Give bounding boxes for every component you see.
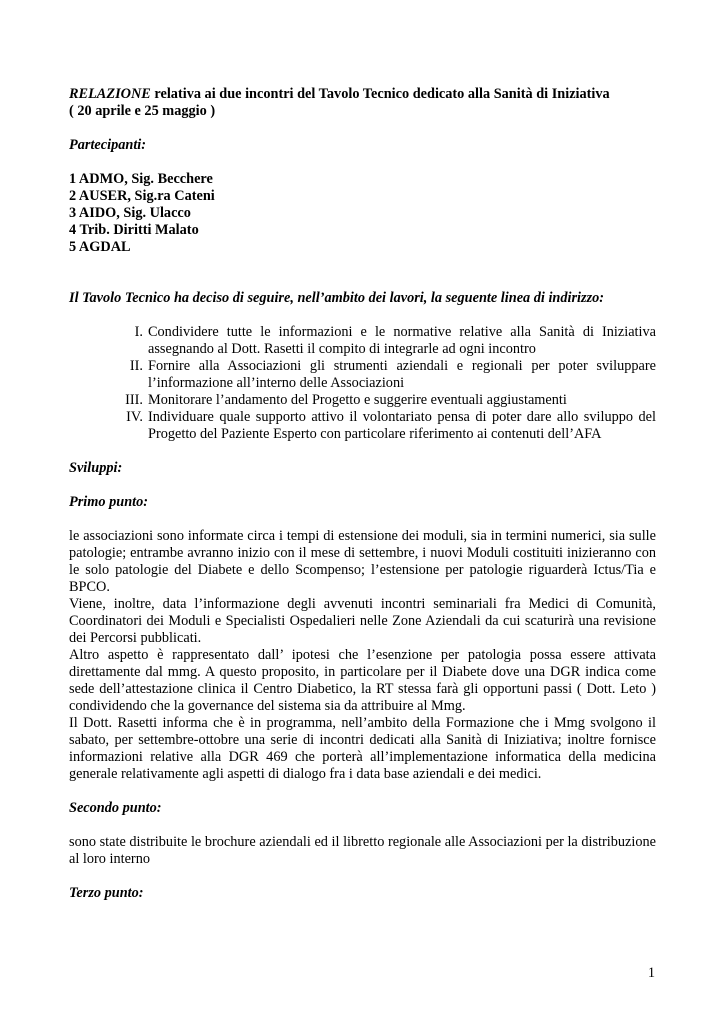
first-point-paragraph: Altro aspetto è rappresentato dall’ ipotesi che l’esenzione per patologia possa essere attivata direttamente dal mmg. A questo proposito, in particolare per il Diabete dove una DGR indica come sede dell’attestazione clinica il Centro Diabetico, la RT stessa farà gli opportuni passi ( Dott. Leto ) condividendo che la governance del sistema sia da attribuire al Mmg. xyxy=(69,647,656,714)
first-point-paragraph: Viene, inoltre, data l’informazione degli avvenuti incontri seminariali fra Medici di Comunità, Coordinatori dei Moduli e Specialisti Ospedalieri nelle Zone Aziendali da cui scaturirà una revisione dei Percorsi pubblicati. xyxy=(69,596,656,646)
first-point-paragraph: le associazioni sono informate circa i tempi di estensione dei moduli, sia in termini numerici, sia sulle patologie; entrambe avranno inizio con il mese di settembre, i nuovi Moduli costituiti inizieranno con le solo patologie del Diabete e dello Scompenso; l’estensione per patologie riguarderà Ictus/Tia e BPCO. xyxy=(69,528,656,595)
participant-item: 5 AGDAL xyxy=(69,239,131,255)
first-point-paragraph: Il Dott. Rasetti informa che è in programma, nell’ambito della Formazione che i Mmg svolgono il sabato, per settembre-ottobre una serie di incontri dedicati alla Sanità di Iniziativa; inoltre fornisce informazioni relative alla DGR 469 che porterà all’implementazione informatica della medicina generale relativamente agli aspetti di dialogo fra i data base aziendali e dei medici. xyxy=(69,715,656,782)
objective-item xyxy=(69,392,656,409)
objective-item xyxy=(69,324,656,358)
objective-text: Individuare quale supporto attivo il volontariato pensa di poter dare allo sviluppo del Progetto del Paziente Esperto con particolare riferimento ai contenuti dell’AFA xyxy=(148,409,656,442)
participant-item: 2 AUSER, Sig.ra Cateni xyxy=(69,188,215,204)
participant-item: 3 AIDO, Sig. Ulacco xyxy=(69,205,191,221)
participant-item: 4 Trib. Diritti Malato xyxy=(69,222,199,238)
objectives-list xyxy=(69,324,656,443)
objective-text: Condividere tutte le informazioni e le normative relative alla Sanità di Iniziativa assegnando al Dott. Rasetti il compito di integrarle ad ogni incontro xyxy=(148,324,656,357)
title-italic: RELAZIONE xyxy=(69,86,151,102)
objective-text: Monitorare l’andamento del Progetto e suggerire eventuali aggiustamenti xyxy=(148,392,567,408)
document-title xyxy=(69,86,656,103)
participant-item: 1 ADMO, Sig. Becchere xyxy=(69,171,213,187)
second-point-heading: Secondo punto: xyxy=(69,800,162,816)
objective-number: III. xyxy=(125,392,143,408)
objective-number: II. xyxy=(129,358,143,374)
participants-heading: Partecipanti: xyxy=(69,137,147,153)
objective-item xyxy=(69,358,656,392)
participants-list xyxy=(69,171,656,256)
developments-heading: Sviluppi: xyxy=(69,460,123,476)
objective-text: Fornire alla Associazioni gli strumenti aziendali e regionali per poter sviluppare l’informazione all’interno delle Associazioni xyxy=(148,358,656,391)
direction-heading: Il Tavolo Tecnico ha deciso di seguire, nell’ambito dei lavori, la seguente linea di indirizzo: xyxy=(69,290,605,306)
objective-item xyxy=(69,409,656,443)
first-point-body xyxy=(69,528,656,783)
objective-number: IV. xyxy=(126,409,143,425)
title-rest: relativa ai due incontri del Tavolo Tecnico dedicato alla Sanità di Iniziativa xyxy=(150,86,610,102)
document-page xyxy=(69,86,656,902)
second-point-text: sono state distribuite le brochure aziendali ed il libretto regionale alle Associazioni per la distribuzione al loro interno xyxy=(69,834,656,867)
third-point-heading: Terzo punto: xyxy=(69,885,144,901)
meeting-dates: ( 20 aprile e 25 maggio ) xyxy=(69,103,216,119)
page-number: 1 xyxy=(647,965,655,981)
objective-number: I. xyxy=(134,324,143,340)
first-point-heading: Primo punto: xyxy=(69,494,149,510)
